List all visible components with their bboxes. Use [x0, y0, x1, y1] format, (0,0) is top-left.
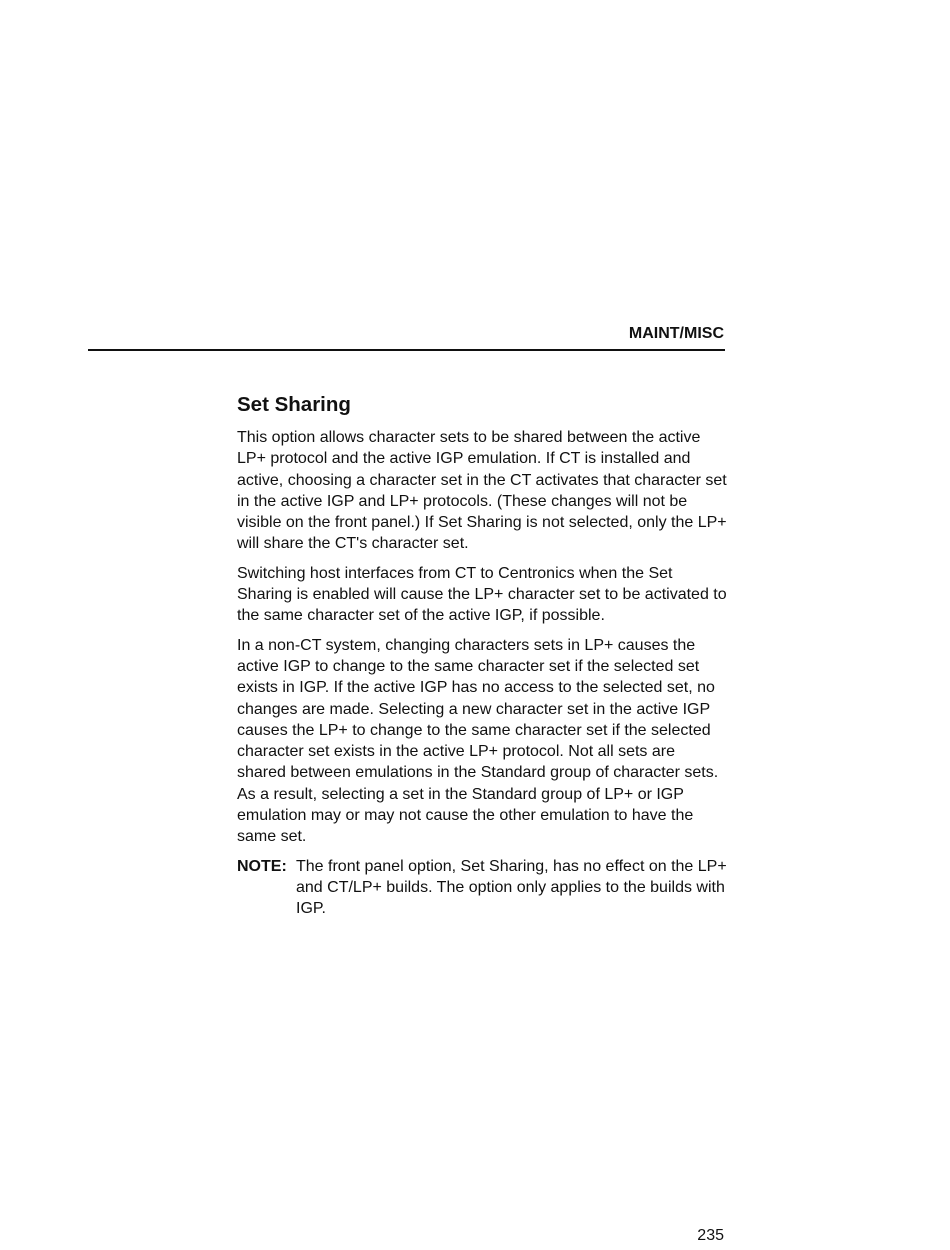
paragraph-host-interfaces: Switching host interfaces from CT to Centronics when the Set Sharing is enabled will cause the LP+ character set to be activated to the same character set of the active IGP, if possible. [237, 564, 727, 625]
section-title: Set Sharing [237, 393, 351, 416]
paragraph-non-ct-system: In a non-CT system, changing characters sets in LP+ causes the active IGP to change to the same character set if the selected set exists in IGP. If the active IGP has no access to the selected set, no changes are made. Selecting a new character set in the active IGP causes the LP+ to change to the same character set if the selected character set exists in the active LP+ protocol. Not all sets are shared between emulations in the Standard group of character sets. As a result, selecting a set in the Standard group of LP+ or IGP emulation may or may not cause the other emulation to have the same set. [237, 636, 719, 846]
running-header: MAINT/MISC [628, 325, 724, 342]
header-rule [88, 349, 725, 351]
note-block [237, 856, 727, 920]
note-label: NOTE: [237, 857, 287, 875]
paragraph-intro: This option allows character sets to be shared between the active LP+ protocol and the active IGP emulation. If CT is installed and active, choosing a character set in the CT activates that character set in the active IGP and LP+ protocols. (These changes will not be visible on the front panel.) If Set Sharing is not selected, only the LP+ will share the CT's character set. [237, 429, 727, 553]
page-number: 235 [697, 1227, 724, 1244]
main-content [237, 392, 727, 920]
note-text: The front panel option, Set Sharing, has no effect on the LP+ and CT/LP+ builds. The option only applies to the builds with IGP. [296, 857, 727, 918]
